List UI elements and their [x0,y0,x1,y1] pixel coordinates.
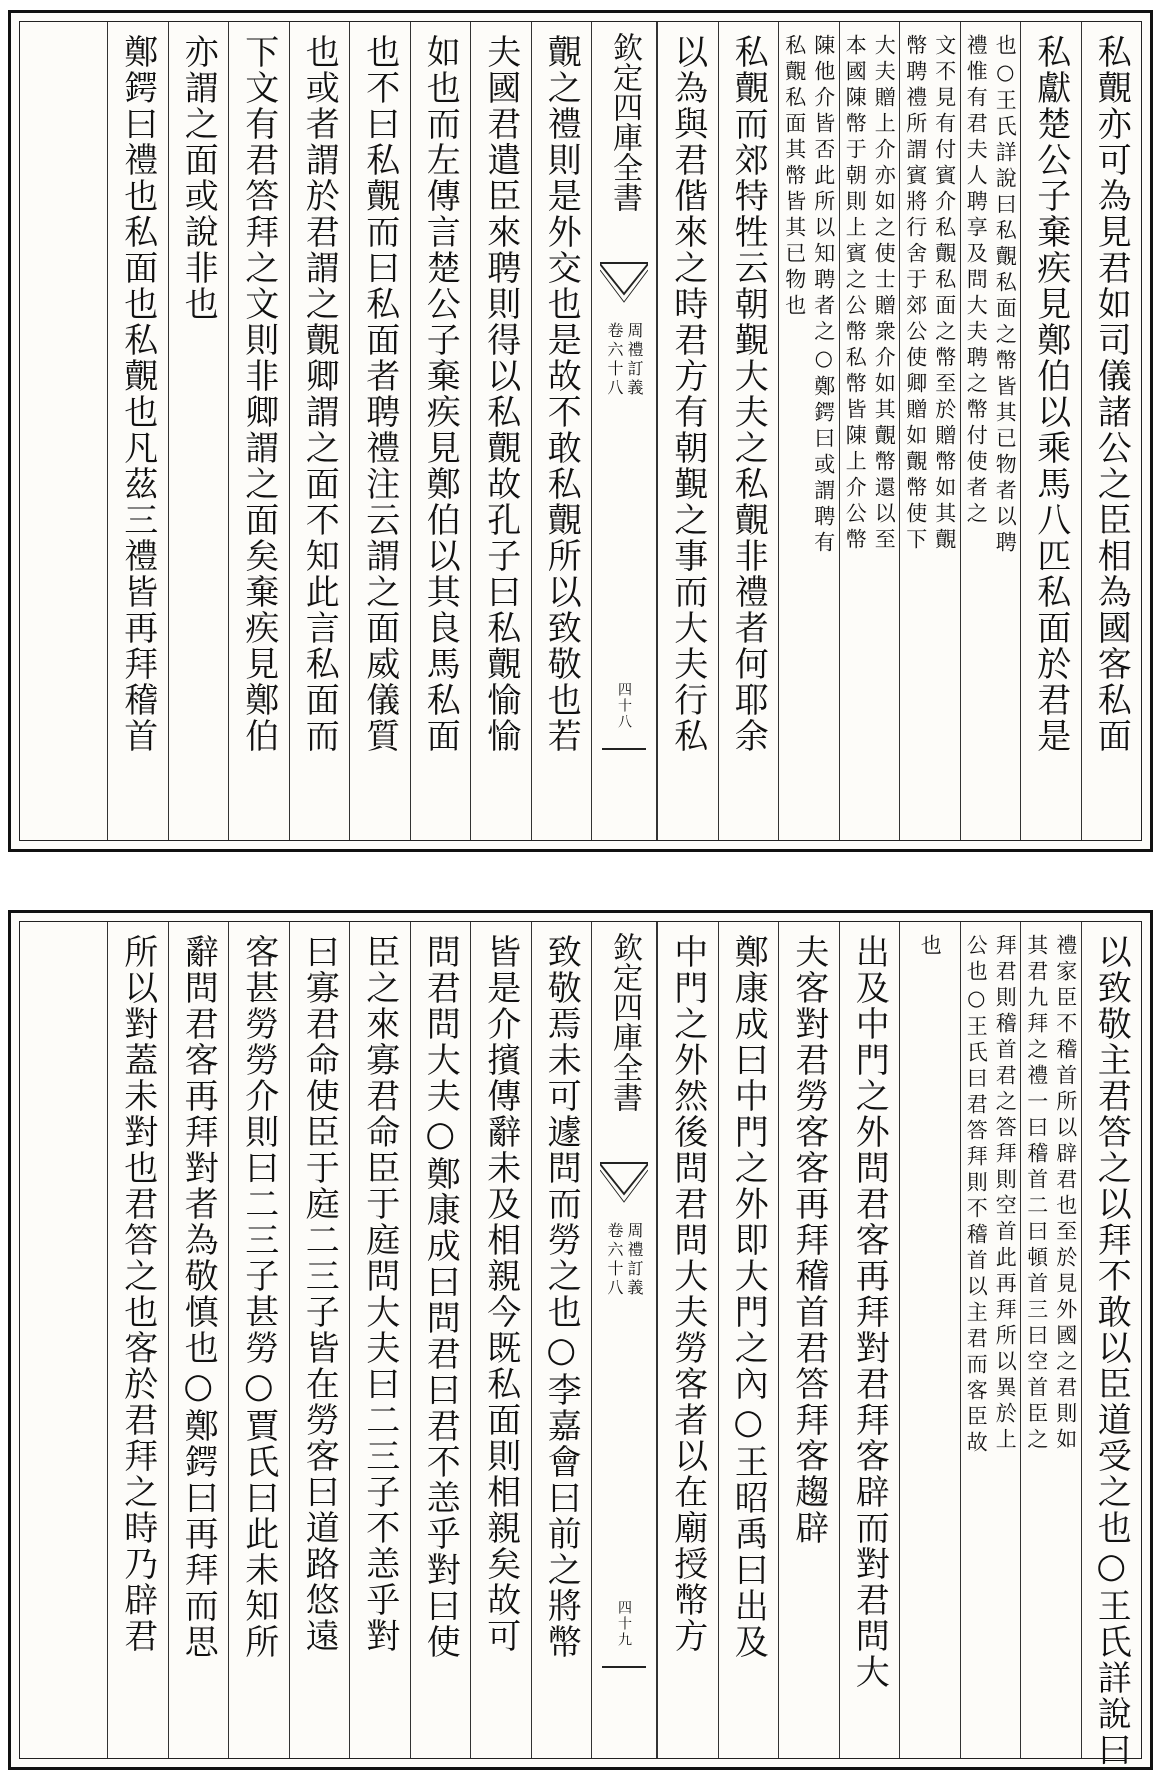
text-column [657,22,718,840]
commentary-line: 其君九拜之禮一曰稽首二曰頓首三曰空首臣之 [1024,934,1049,1454]
volume-title: 周禮訂義 [625,322,644,398]
column-text: 鄭康成曰中門之外即大門之內○王昭禹曰出及 [728,934,769,1660]
page-number-text: 四十八 [616,682,632,730]
column-text: 私覿亦可為見君如司儀諸公之臣相為國客私面 [1091,34,1132,754]
text-column [778,922,839,1758]
text-column [410,922,471,1758]
book-title-text: 欽定四庫全書 [607,932,642,1112]
commentary-line: 私覿私面其幣皆其已物也 [782,34,807,320]
commentary-line: 也 [918,934,943,960]
column-text: 夫國君遣臣來聘則得以私覿故孔子曰私覿愉愉 [480,34,521,754]
column-text: 臣之來寡君命臣于庭問大夫曰二三子不恙乎對 [359,934,400,1654]
text-column [289,22,350,840]
top-page [8,10,1153,852]
volume-label [592,322,656,398]
commentary-column [899,22,960,840]
column-text: 夫客對君勞客客再拜稽首君答拜客趨辟 [788,934,829,1546]
column-text: 以致敬主君答之以拜不敢以臣道受之也○王氏詳說曰 [1091,934,1132,1768]
commentary-column [1020,922,1081,1758]
commentary-column [960,22,1021,840]
commentary-line: 也○王氏詳說曰私覿私面之幣皆其已物者以聘 [993,34,1018,557]
fish-tail-ornament [600,1162,648,1214]
commentary-line: 禮家臣不稽首所以辟君也至於見外國之君則如 [1053,934,1078,1454]
book-title [592,28,656,258]
page-center-fold [591,922,657,1758]
volume-number: 卷六十八 [605,1222,624,1298]
commentary-column [899,922,960,1758]
fish-tail-ornament [600,262,648,314]
commentary-line: 公也○王氏曰君答拜則不稽首以主君而客臣故 [964,934,989,1457]
column-text: 中門之外然後問君問大夫勞客者以在廟授幣方 [667,934,708,1654]
volume-title: 周禮訂義 [625,1222,644,1298]
column-text: 鄭鍔曰禮也私面也私覿也凡茲三禮皆再拜稽首 [117,34,158,754]
text-column [107,922,168,1758]
text-column [228,22,289,840]
column-text: 問君問大夫○鄭康成曰問君曰君不恙乎對曰使 [420,934,461,1660]
commentary-line: 拜君則稽首君之答拜則空首此再拜所以異於上 [993,934,1018,1454]
text-column [1081,922,1142,1768]
commentary-line: 幣聘禮所謂賓將行舍于郊公使卿贈如覿幣使下 [903,34,928,554]
text-column [228,922,289,1758]
commentary-line: 本國陳幣于朝則上賓之公幣私幣皆陳上介公幣 [843,34,868,554]
text-column [470,22,531,840]
volume-number: 卷六十八 [605,322,624,398]
text-column [1020,22,1081,840]
text-column [531,922,592,1758]
column-text: 也不曰私覿而曰私面者聘禮注云謂之面威儀質 [359,34,400,754]
text-column [718,22,779,840]
commentary-column [778,22,839,840]
book-title [592,928,656,1158]
commentary-line: 文不見有付賓介私覿私面之幣至於贈幣如其覿 [932,34,957,554]
column-text: 客甚勞勞介則曰二三子甚勞○賈氏曰此未知所 [238,934,279,1660]
commentary-line: 大夫贈上介亦如之使士贈衆介如其覿幣還以至 [872,34,897,554]
page-number-text: 四十九 [616,1600,632,1648]
text-column [168,922,229,1758]
text-column [289,922,350,1758]
text-column [839,922,900,1758]
column-text: 覿之禮則是外交也是故不敢私覿所以致敬也若 [541,34,582,754]
text-column [349,922,410,1758]
column-text: 致敬焉未可遽問而勞之也○李嘉會曰前之將幣 [541,934,582,1660]
bottom-page-frame [19,921,1142,1768]
column-text: 出及中門之外問君客再拜對君拜客辟而對君問大 [849,934,890,1690]
text-column [1081,22,1142,840]
column-text: 所以對蓋未對也君答之也客於君拜之時乃辟君 [117,934,158,1654]
commentary-line: 陳他介皆否此所以知聘者之○鄭鍔曰或謂聘有 [811,34,836,557]
text-column [531,22,592,840]
page-number [592,682,656,730]
text-column [349,22,410,840]
column-text: 也或者謂於君謂之覿卿謂之面不知此言私面而 [299,34,340,754]
column-text: 私覿而郊特牲云朝覲大夫之私覿非禮者何耶余 [728,34,769,754]
page-center-fold [591,22,657,840]
text-column [657,922,718,1758]
commentary-column [960,922,1021,1758]
text-column [168,22,229,840]
commentary-column [839,22,900,840]
fold-line [602,748,646,750]
fold-line [602,1666,646,1668]
bottom-page [8,910,1153,1770]
column-text: 皆是介擯傳辭未及相親今既私面則相親矣故可 [480,934,521,1654]
column-text: 曰寡君命使臣于庭二三子皆在勞客曰道路悠遠 [299,934,340,1654]
page-number [592,1600,656,1648]
text-column [470,922,531,1758]
column-text: 下文有君答拜之文則非卿謂之面矣棄疾見鄭伯 [238,34,279,754]
column-text: 亦謂之面或說非也 [178,34,219,322]
column-text: 如也而左傳言楚公子棄疾見鄭伯以其良馬私面 [420,34,461,754]
top-page-frame [19,21,1142,841]
book-title-text: 欽定四庫全書 [607,32,642,212]
column-text: 私獻楚公子棄疾見鄭伯以乘馬八匹私面於君是 [1030,34,1071,754]
column-text: 辭問君客再拜對者為敬慎也○鄭鍔曰再拜而思 [178,934,219,1660]
volume-label [592,1222,656,1298]
commentary-line: 禮惟有君夫人聘享及問大夫聘之幣付使者之 [964,34,989,528]
column-text: 以為與君偕來之時君方有朝覲之事而大夫行私 [667,34,708,754]
text-column [718,922,779,1758]
text-column [410,22,471,840]
text-column [107,22,168,840]
